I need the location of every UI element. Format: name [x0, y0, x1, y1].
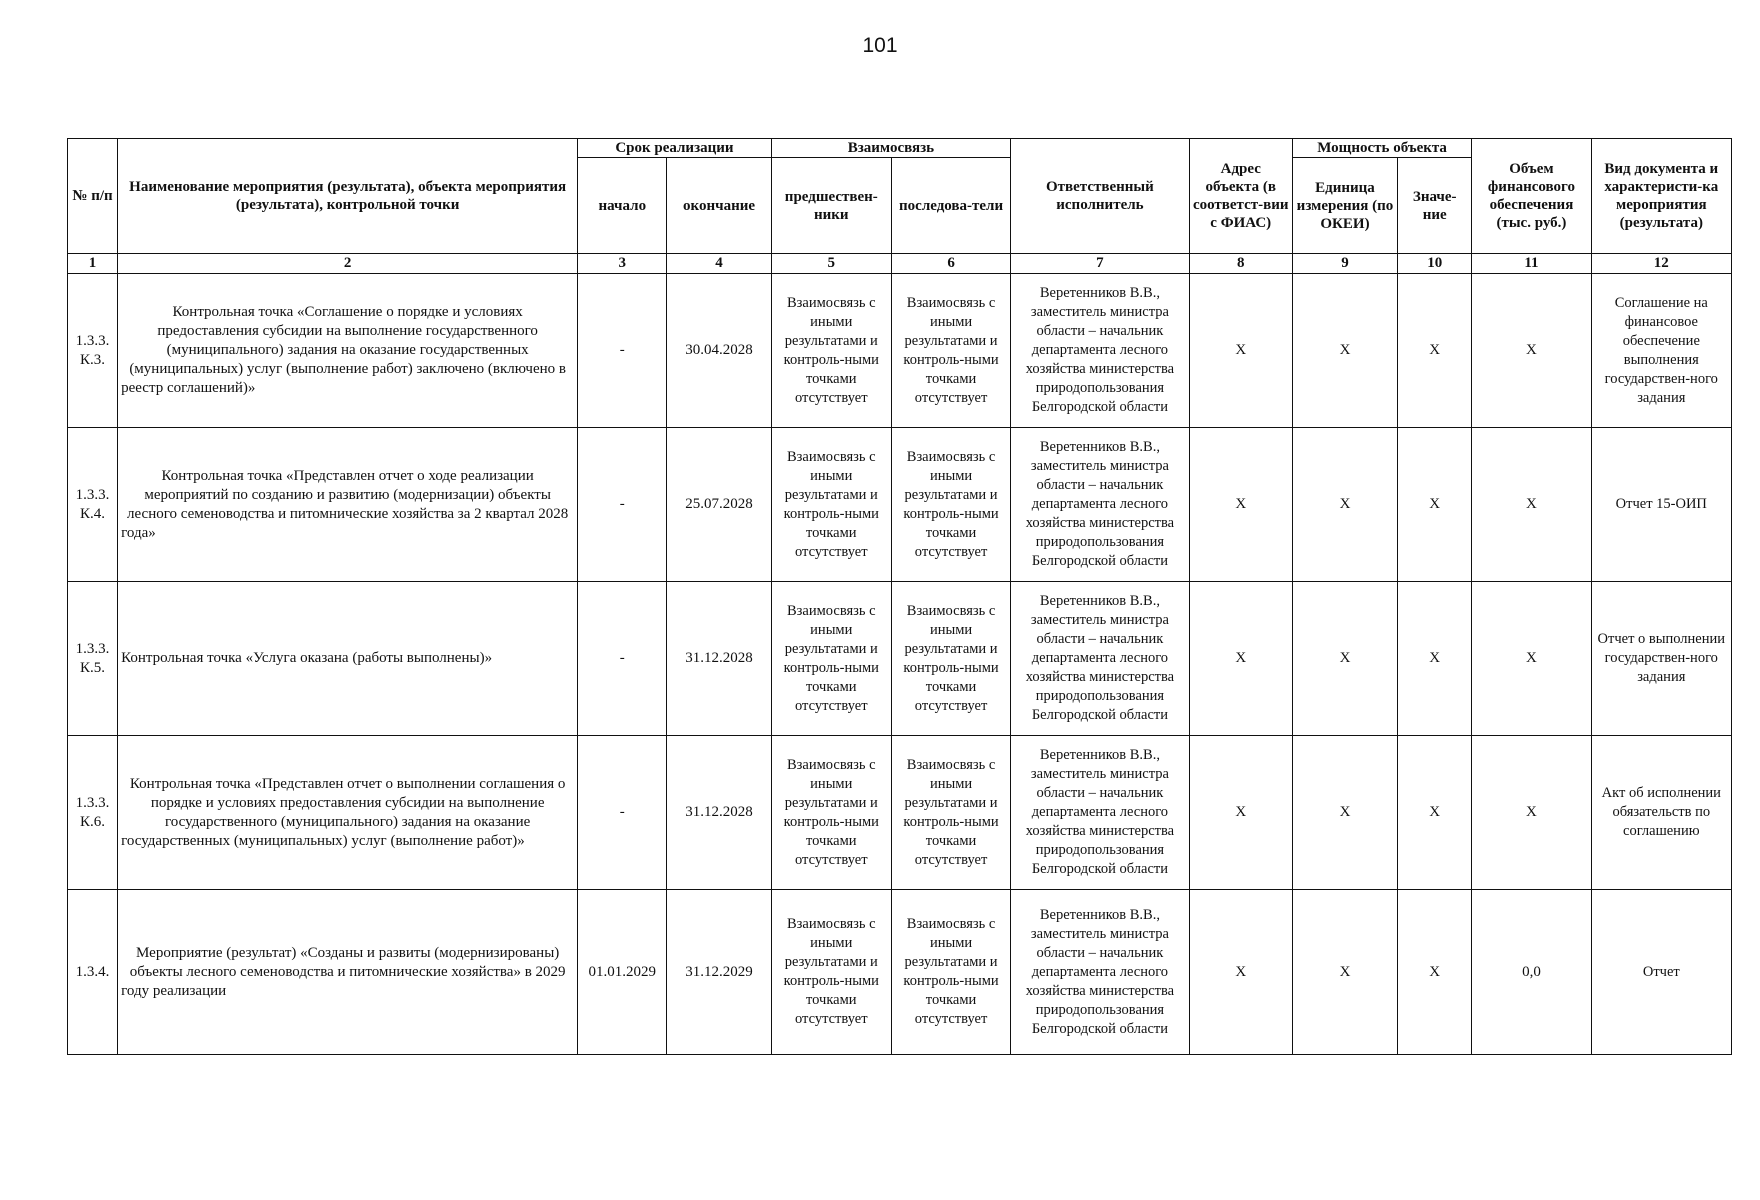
row-start: - [578, 736, 667, 890]
row-unit: X [1292, 274, 1397, 428]
row-volume: 0,0 [1472, 890, 1591, 1055]
header-power-group: Мощность объекта [1292, 139, 1471, 158]
row-name: Контрольная точка «Представлен отчет о выполнении соглашения о порядке и условиях предоставления субсидии на выполнение государственного (муниципального) задания на оказание государственных (муниципальных) услуг (выполнение работ)» [118, 736, 578, 890]
header-link-group: Взаимосвязь [771, 139, 1011, 158]
row-unit: X [1292, 428, 1397, 582]
header-responsible: Ответственный исполнитель [1011, 139, 1189, 254]
column-number: 4 [667, 254, 771, 274]
row-predecessors: Взаимосвязь с иными результатами и контроль-ными точками отсутствует [771, 274, 891, 428]
row-value: X [1398, 428, 1472, 582]
header-num: № п/п [68, 139, 118, 254]
row-address: X [1189, 428, 1292, 582]
row-value: X [1398, 582, 1472, 736]
column-number: 11 [1472, 254, 1591, 274]
row-unit: X [1292, 736, 1397, 890]
row-value: X [1398, 274, 1472, 428]
implementation-plan-table [67, 138, 1732, 1055]
header-volume: Объем финансового обеспечения (тыс. руб.) [1472, 139, 1591, 254]
column-number: 6 [891, 254, 1010, 274]
column-number: 5 [771, 254, 891, 274]
row-successors: Взаимосвязь с иными результатами и контроль-ными точками отсутствует [891, 582, 1010, 736]
row-responsible: Веретенников В.В., заместитель министра области – начальник департамента лесного хозяйства министерства природопользования Белгородской области [1011, 736, 1189, 890]
column-number: 7 [1011, 254, 1189, 274]
row-start: 01.01.2029 [578, 890, 667, 1055]
header-value: Значе-ние [1398, 158, 1472, 254]
row-successors: Взаимосвязь с иными результатами и контроль-ными точками отсутствует [891, 428, 1010, 582]
row-name: Контрольная точка «Соглашение о порядке и условиях предоставления субсидии на выполнение государственного (муниципального) задания на оказание государственных (муниципальных) услуг (выполнение работ) заключено (включено в реестр соглашений)» [118, 274, 578, 428]
row-end: 31.12.2029 [667, 890, 771, 1055]
row-predecessors: Взаимосвязь с иными результатами и контроль-ными точками отсутствует [771, 736, 891, 890]
row-volume: X [1472, 582, 1591, 736]
row-address: X [1189, 582, 1292, 736]
row-address: X [1189, 274, 1292, 428]
header-unit: Единица измерения (по ОКЕИ) [1292, 158, 1397, 254]
row-end: 30.04.2028 [667, 274, 771, 428]
row-predecessors: Взаимосвязь с иными результатами и контроль-ными точками отсутствует [771, 582, 891, 736]
header-address: Адрес объекта (в соответст-вии с ФИАС) [1189, 139, 1292, 254]
row-document: Акт об исполнении обязательств по соглашению [1591, 736, 1731, 890]
header-successors: последова-тели [891, 158, 1010, 254]
row-number: 1.3.3. К.6. [68, 736, 118, 890]
column-number: 12 [1591, 254, 1731, 274]
header-term-group: Срок реализации [578, 139, 771, 158]
row-value: X [1398, 736, 1472, 890]
row-volume: X [1472, 428, 1591, 582]
header-start: начало [578, 158, 667, 254]
row-successors: Взаимосвязь с иными результатами и контроль-ными точками отсутствует [891, 274, 1010, 428]
row-start: - [578, 428, 667, 582]
table-row [68, 736, 1732, 890]
row-name: Контрольная точка «Представлен отчет о ходе реализации мероприятий по созданию и развитию (модернизации) объекты лесного семеноводства и питомнические хозяйства за 2 квартал 2028 года» [118, 428, 578, 582]
row-responsible: Веретенников В.В., заместитель министра области – начальник департамента лесного хозяйства министерства природопользования Белгородской области [1011, 428, 1189, 582]
table-row [68, 582, 1732, 736]
column-number: 9 [1292, 254, 1397, 274]
row-responsible: Веретенников В.В., заместитель министра области – начальник департамента лесного хозяйства министерства природопользования Белгородской области [1011, 274, 1189, 428]
row-start: - [578, 274, 667, 428]
row-unit: X [1292, 890, 1397, 1055]
row-document: Соглашение на финансовое обеспечение выполнения государствен-ного задания [1591, 274, 1731, 428]
row-predecessors: Взаимосвязь с иными результатами и контроль-ными точками отсутствует [771, 890, 891, 1055]
table-row [68, 890, 1732, 1055]
row-number: 1.3.4. [68, 890, 118, 1055]
row-address: X [1189, 736, 1292, 890]
row-responsible: Веретенников В.В., заместитель министра области – начальник департамента лесного хозяйства министерства природопользования Белгородской области [1011, 582, 1189, 736]
row-address: X [1189, 890, 1292, 1055]
header-predecessors: предшествен-ники [771, 158, 891, 254]
header-name: Наименование мероприятия (результата), объекта мероприятия (результата), контрольной точки [118, 139, 578, 254]
row-name: Мероприятие (результат) «Созданы и развиты (модернизированы) объекты лесного семеноводства и питомнические хозяйства» в 2029 году реализации [118, 890, 578, 1055]
row-end: 25.07.2028 [667, 428, 771, 582]
row-document: Отчет [1591, 890, 1731, 1055]
row-predecessors: Взаимосвязь с иными результатами и контроль-ными точками отсутствует [771, 428, 891, 582]
row-unit: X [1292, 582, 1397, 736]
column-number: 8 [1189, 254, 1292, 274]
row-successors: Взаимосвязь с иными результатами и контроль-ными точками отсутствует [891, 890, 1010, 1055]
row-name: Контрольная точка «Услуга оказана (работы выполнены)» [118, 582, 578, 736]
column-number: 3 [578, 254, 667, 274]
row-start: - [578, 582, 667, 736]
row-end: 31.12.2028 [667, 582, 771, 736]
table-row [68, 274, 1732, 428]
column-number: 2 [118, 254, 578, 274]
table-row [68, 428, 1732, 582]
row-document: Отчет 15-ОИП [1591, 428, 1731, 582]
row-responsible: Веретенников В.В., заместитель министра области – начальник департамента лесного хозяйства министерства природопользования Белгородской области [1011, 890, 1189, 1055]
row-document: Отчет о выполнении государствен-ного задания [1591, 582, 1731, 736]
row-number: 1.3.3. К.3. [68, 274, 118, 428]
header-end: окончание [667, 158, 771, 254]
row-volume: X [1472, 274, 1591, 428]
page-number: 101 [862, 34, 898, 57]
column-number: 1 [68, 254, 118, 274]
row-number: 1.3.3. К.4. [68, 428, 118, 582]
row-volume: X [1472, 736, 1591, 890]
row-number: 1.3.3. К.5. [68, 582, 118, 736]
row-successors: Взаимосвязь с иными результатами и контроль-ными точками отсутствует [891, 736, 1010, 890]
column-numbers-row [68, 254, 1732, 274]
row-value: X [1398, 890, 1472, 1055]
row-end: 31.12.2028 [667, 736, 771, 890]
column-number: 10 [1398, 254, 1472, 274]
header-document: Вид документа и характеристи-ка мероприятия (результата) [1591, 139, 1731, 254]
